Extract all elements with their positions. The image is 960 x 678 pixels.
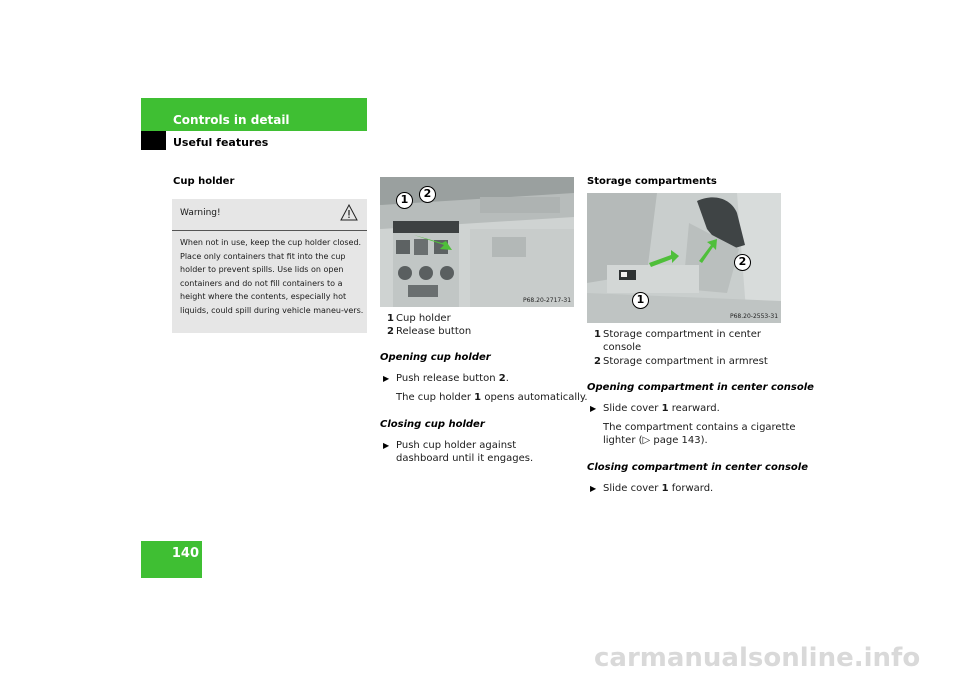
closing-storage-title: Closing compartment in center console bbox=[587, 462, 808, 473]
opening-storage-result-line1: The compartment contains a cigarette bbox=[603, 422, 796, 433]
storage-legend-1-cont: console bbox=[603, 342, 642, 353]
watermark: carmanualsonline.info bbox=[594, 643, 921, 673]
warning-header bbox=[172, 199, 367, 231]
subsection-title: Useful features bbox=[173, 136, 269, 149]
cupholder-title: Cup holder bbox=[173, 176, 235, 187]
warning-title: Warning! bbox=[180, 208, 221, 218]
opening-storage-result-line2: lighter (▷ page 143). bbox=[603, 435, 708, 446]
opening-storage-title: Opening compartment in center console bbox=[587, 382, 814, 393]
warning-box bbox=[172, 199, 367, 333]
cupholder-legend-2 bbox=[387, 325, 471, 338]
callout-2: 2 bbox=[734, 254, 751, 271]
header-marker bbox=[141, 131, 166, 150]
page-number: 140 bbox=[171, 546, 199, 561]
legend-text: Release button bbox=[396, 326, 472, 337]
closing-storage-step: Slide cover 1 forward. bbox=[603, 483, 714, 494]
warning-triangle-icon bbox=[340, 204, 358, 221]
opening-cupholder-title: Opening cup holder bbox=[380, 352, 491, 363]
step-arrow-icon: ▶ bbox=[383, 374, 390, 383]
opening-storage-step: Slide cover 1 rearward. bbox=[603, 403, 720, 414]
storage-legend-1: 1 Storage compartment in center bbox=[594, 329, 761, 340]
storage-photo bbox=[587, 193, 781, 323]
step-arrow-icon: ▶ bbox=[590, 404, 597, 413]
section-title: Controls in detail bbox=[173, 113, 290, 127]
storage-legend-2: 2 Storage compartment in armrest bbox=[594, 356, 768, 367]
opening-cupholder-result: The cup holder 1 opens automatically. bbox=[396, 392, 588, 403]
storage-title: Storage compartments bbox=[587, 176, 717, 187]
legend-number: 1 bbox=[387, 313, 394, 324]
cupholder-legend-1 bbox=[387, 312, 451, 325]
opening-cupholder-step: Push release button 2. bbox=[396, 373, 509, 384]
legend-number: 2 bbox=[387, 326, 394, 337]
center-console-illustration bbox=[587, 193, 781, 323]
warning-text: When not in use, keep the cup holder closed. Place only containers that fit into the cup holder to prevent spills. Use lids on open containers and do not fill containers to a height where the contents, especially hot liquids, could spill during vehicle maneu-vers. bbox=[180, 238, 364, 315]
closing-cupholder-step: Push cup holder against dashboard until it engages. bbox=[396, 440, 534, 464]
step-arrow-icon: ▶ bbox=[590, 484, 597, 493]
callout-1: 1 bbox=[632, 292, 649, 309]
cupholder-photo bbox=[380, 177, 574, 307]
step-arrow-icon: ▶ bbox=[383, 441, 390, 450]
closing-cupholder-title: Closing cup holder bbox=[380, 419, 485, 430]
callout-2: 2 bbox=[419, 186, 436, 203]
photo-code: P68.20-2717-31 bbox=[523, 297, 572, 304]
photo-code: P68.20-2553-31 bbox=[730, 313, 779, 320]
callout-1: 1 bbox=[396, 192, 413, 209]
legend-text: Cup holder bbox=[396, 313, 451, 324]
